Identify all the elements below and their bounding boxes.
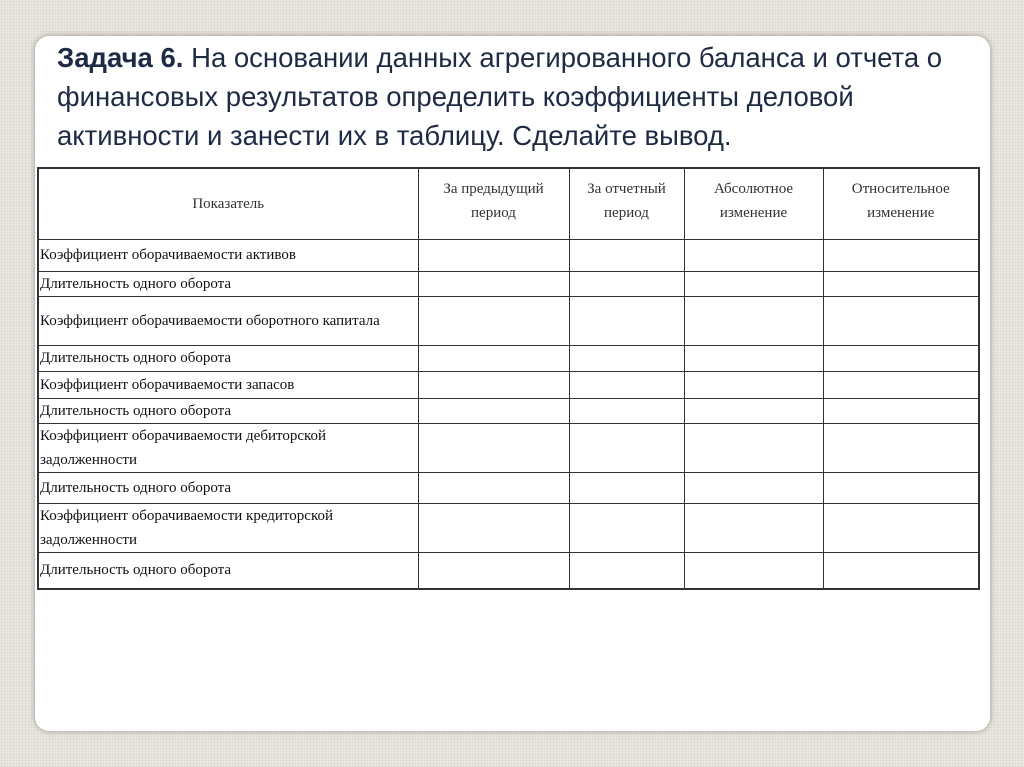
- cell-relative[interactable]: [823, 239, 979, 271]
- indicators-table: [37, 167, 980, 590]
- cell-relative[interactable]: [823, 371, 979, 398]
- cell-absolute[interactable]: [684, 345, 823, 371]
- table-row: [38, 371, 979, 398]
- cell-previous[interactable]: [418, 239, 569, 271]
- cell-absolute[interactable]: [684, 398, 823, 423]
- table-row: [38, 271, 979, 296]
- cell-absolute[interactable]: [684, 271, 823, 296]
- table-row: [38, 472, 979, 503]
- cell-current[interactable]: [569, 503, 684, 552]
- cell-absolute[interactable]: [684, 296, 823, 345]
- cell-previous[interactable]: [418, 552, 569, 589]
- table-row: [38, 296, 979, 345]
- cell-absolute[interactable]: [684, 552, 823, 589]
- cell-relative[interactable]: [823, 503, 979, 552]
- cell-relative[interactable]: [823, 271, 979, 296]
- cell-absolute[interactable]: [684, 239, 823, 271]
- table-header-row: [38, 168, 979, 239]
- task-text: На основании данных агрегированного баланса и отчета о финансовых результатов определить коэффициенты деловой активности и занести их в таблицу. Сделайте вывод.: [57, 42, 943, 151]
- row-label: Коэффициент оборачиваемости оборотного капитала: [38, 296, 418, 345]
- cell-current[interactable]: [569, 472, 684, 503]
- cell-absolute[interactable]: [684, 371, 823, 398]
- table-row: [38, 345, 979, 371]
- cell-current[interactable]: [569, 239, 684, 271]
- cell-current[interactable]: [569, 345, 684, 371]
- row-label: Коэффициент оборачиваемости запасов: [38, 371, 418, 398]
- cell-relative[interactable]: [823, 398, 979, 423]
- table-row: [38, 398, 979, 423]
- cell-previous[interactable]: [418, 398, 569, 423]
- cell-previous[interactable]: [418, 503, 569, 552]
- cell-previous[interactable]: [418, 271, 569, 296]
- cell-previous[interactable]: [418, 472, 569, 503]
- header-current-period: За отчетный период: [569, 168, 684, 239]
- cell-absolute[interactable]: [684, 503, 823, 552]
- header-indicator: Показатель: [38, 168, 418, 239]
- cell-relative[interactable]: [823, 423, 979, 472]
- cell-relative[interactable]: [823, 345, 979, 371]
- cell-current[interactable]: [569, 296, 684, 345]
- cell-absolute[interactable]: [684, 423, 823, 472]
- table-row: [38, 423, 979, 472]
- row-label: Длительность одного оборота: [38, 345, 418, 371]
- cell-current[interactable]: [569, 271, 684, 296]
- cell-current[interactable]: [569, 552, 684, 589]
- cell-relative[interactable]: [823, 472, 979, 503]
- cell-current[interactable]: [569, 371, 684, 398]
- row-label: Длительность одного оборота: [38, 398, 418, 423]
- table-row: [38, 503, 979, 552]
- header-previous-period: За предыдущий период: [418, 168, 569, 239]
- row-label: Коэффициент оборачиваемости кредиторской задолженности: [38, 503, 418, 552]
- cell-current[interactable]: [569, 398, 684, 423]
- cell-previous[interactable]: [418, 423, 569, 472]
- cell-previous[interactable]: [418, 296, 569, 345]
- cell-current[interactable]: [569, 423, 684, 472]
- task-heading: [57, 38, 977, 155]
- row-label: Коэффициент оборачиваемости дебиторской задолженности: [38, 423, 418, 472]
- cell-absolute[interactable]: [684, 472, 823, 503]
- header-absolute-change: Абсолютное изменение: [684, 168, 823, 239]
- table-row: [38, 552, 979, 589]
- row-label: Длительность одного оборота: [38, 552, 418, 589]
- row-label: Длительность одного оборота: [38, 472, 418, 503]
- table-row: [38, 239, 979, 271]
- task-number: Задача 6.: [57, 42, 184, 73]
- row-label: Коэффициент оборачиваемости активов: [38, 239, 418, 271]
- row-label: Длительность одного оборота: [38, 271, 418, 296]
- cell-previous[interactable]: [418, 345, 569, 371]
- cell-previous[interactable]: [418, 371, 569, 398]
- cell-relative[interactable]: [823, 552, 979, 589]
- header-relative-change: Относительное изменение: [823, 168, 979, 239]
- cell-relative[interactable]: [823, 296, 979, 345]
